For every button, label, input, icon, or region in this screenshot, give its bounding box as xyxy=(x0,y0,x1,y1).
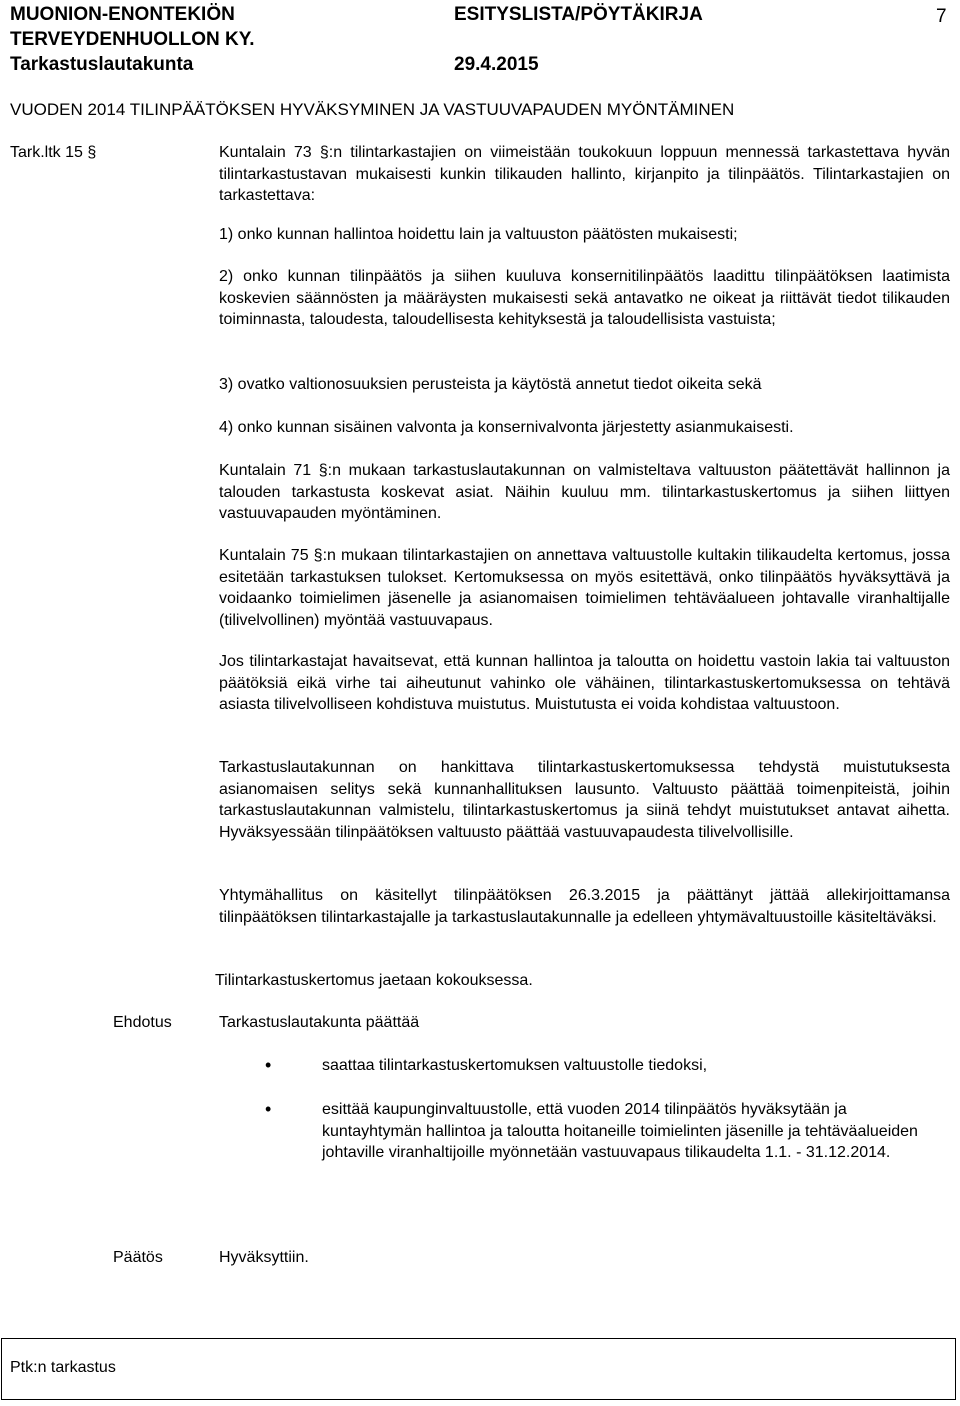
committee-name: Tarkastuslautakunta xyxy=(10,54,194,75)
paragraph-10 xyxy=(219,885,950,928)
paragraph-text: 2) onko kunnan tilinpäätös ja siihen kuuluva konsernitilinpäätös laadittu tilinpäätöksen laatimista koskevien säännösten ja määräysten mukaisesti sekä antavatko ne oikeat ja riittävät tiedot tilikauden toiminnasta, taloudesta, taloudellisesta kehityksestä ja taloudellisista vastuista; xyxy=(219,268,950,328)
decision-label: Päätös xyxy=(113,1249,163,1266)
proposal-bullet-1: saattaa tilintarkastuskertomuksen valtuustolle tiedoksi, xyxy=(322,1057,708,1074)
paragraph-3 xyxy=(219,266,950,331)
paragraph-text: Kuntalain 71 §:n mukaan tarkastuslautakunnan on valmisteltava valtuuston päätettävät hallinnon ja talouden tarkastusta koskevat asiat. Näihin kuuluu mm. tilintarkastuskertomus ja siihen liittyen vastuuvapauden myöntäminen. xyxy=(219,462,950,522)
paragraph-5 xyxy=(219,417,950,439)
proposal-intro: Tarkastuslautakunta päättää xyxy=(219,1014,420,1031)
paragraph-1 xyxy=(219,142,950,207)
decision-text: Hyväksyttiin. xyxy=(219,1249,309,1266)
bullet-icon: • xyxy=(265,1099,272,1119)
meeting-date: 29.4.2015 xyxy=(454,54,539,75)
paragraph-text: Tarkastuslautakunnan on hankittava tilintarkastuskertomuksessa tehdystä muistutuksesta asianomaisen selitys sekä kunnanhallituksen lausunto. Valtuusto päättää toimenpiteistä, joihin tarkastuslautakunnan valmistelu, tilintarkastuskertomus ja siinä tehdyt muistutukset antavat aihetta. Hyväksyessään tilinpäätöksen valtuusto päättää vastuuvapaudesta tilivelvollisille. xyxy=(219,759,950,841)
paragraph-text: 4) onko kunnan sisäinen valvonta ja konsernivalvonta järjestetty asianmukaisesti. xyxy=(219,419,794,436)
review-label: Ptk:n tarkastus xyxy=(10,1359,116,1376)
paragraph-text: Jos tilintarkastajat havaitsevat, että kunnan hallintoa ja taloutta on hoidettu vastoin lakia tai valtuuston päätöksiä eikä virhe tai aiheutunut vahinko ole vähäinen, tilintarkastuskertomuksessa on tehtävä asiasta tilivelvolliseen kohdistuva muistutus. Muistutusta ei voida kohdistaa valtuustoon. xyxy=(219,653,950,713)
proposal-label: Ehdotus xyxy=(113,1014,172,1031)
paragraph-6 xyxy=(219,460,950,525)
paragraph-text: 3) ovatko valtionosuuksien perusteista ja käytöstä annetut tiedot oikeita sekä xyxy=(219,376,762,393)
bullet-icon: • xyxy=(265,1055,272,1075)
paragraph-8 xyxy=(219,651,950,716)
paragraph-text: Tilintarkastuskertomus jaetaan kokouksessa. xyxy=(215,972,533,989)
paragraph-4 xyxy=(219,374,950,396)
paragraph-9 xyxy=(219,757,950,843)
page-number: 7 xyxy=(936,6,947,27)
org-name-line2: TERVEYDENHUOLLON KY. xyxy=(10,29,255,50)
document-type: ESITYSLISTA/PÖYTÄKIRJA xyxy=(454,4,703,25)
paragraph-text: Kuntalain 75 §:n mukaan tilintarkastajien on annettava valtuustolle kultakin tilikaudelta kertomus, jossa esitetään tarkastuksen tulokset. Kertomuksessa on myös esitettävä, onko tilinpäätös hyväksyttävä ja voidaanko toimielimen jäsenelle ja asianomaisen toimielimen tehtäväalueen johtavalle viranhaltijalle (tilivelvollinen) myöntää vastuuvapaus. xyxy=(219,547,950,629)
org-name-line1: MUONION-ENONTEKIÖN xyxy=(10,4,235,25)
review-box xyxy=(1,1338,956,1400)
paragraph-7 xyxy=(219,545,950,631)
paragraph-text: Kuntalain 73 §:n tilintarkastajien on viimeistään toukokuun loppuun mennessä tarkastettava hyvän tilintarkastustavan mukaisesti kunkin tilikauden hallinto, kirjanpito ja tilinpäätös. Tilintarkastajien on tarkastettava: xyxy=(219,144,950,204)
paragraph-2 xyxy=(219,224,950,246)
proposal-bullet-2: esittää kaupunginvaltuustolle, että vuoden 2014 tilinpäätös hyväksytään ja kuntayhtymän hallintoa ja taloutta hoitaneille toimielinten jäsenille ja tehtäväalueiden johtaville viranhaltijoille myönnetään vastuuvapaus tilikaudelta 1.1. - 31.12.2014. xyxy=(322,1101,918,1161)
paragraph-text: Yhtymähallitus on käsitellyt tilinpäätöksen 26.3.2015 ja päättänyt jättää allekirjoittamansa tilinpäätöksen tilintarkastajalle ja tarkastuslautakunnalle ja edelleen yhtymävaltuustoille käsiteltäväksi. xyxy=(219,887,950,926)
item-reference: Tark.ltk 15 § xyxy=(10,144,97,161)
paragraph-11 xyxy=(215,970,946,992)
paragraph-text: 1) onko kunnan hallintoa hoidettu lain ja valtuuston päätösten mukaisesti; xyxy=(219,226,738,243)
section-title: VUODEN 2014 TILINPÄÄTÖKSEN HYVÄKSYMINEN JA VASTUUVAPAUDEN MYÖNTÄMINEN xyxy=(10,100,735,119)
